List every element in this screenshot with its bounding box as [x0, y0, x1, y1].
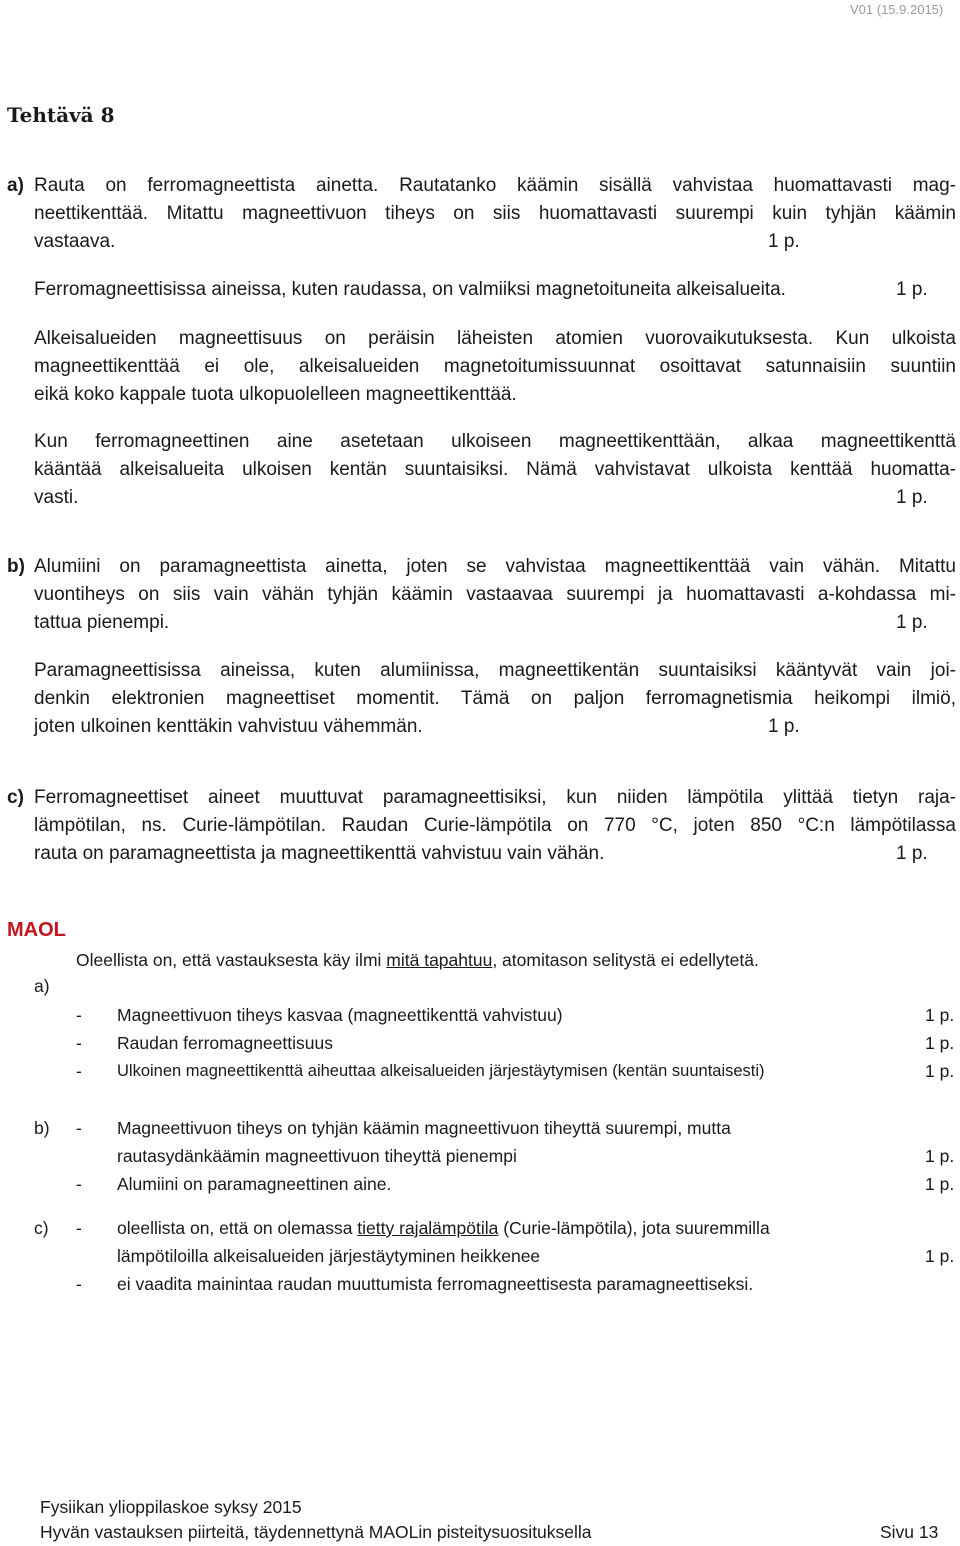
maol-b-item1-dash: -	[76, 1118, 82, 1138]
maol-c-label: c)	[34, 1218, 49, 1238]
version-stamp: V01 (15.9.2015)	[850, 2, 944, 17]
part-b-p2-line2: denkin elektronien magneettiset momentit. Tämä on paljon ferromagnetismia heikompi ilmiö,	[34, 688, 956, 709]
part-b-p1-line3: tattua pienempi.	[34, 612, 170, 633]
maol-c-item1-points: 1 p.	[925, 1246, 955, 1266]
maol-intro-post: , atomitason selitystä ei edellytetä.	[492, 950, 759, 970]
part-c-label: c)	[7, 787, 24, 808]
part-b-p2-line1: Paramagneettisissa aineissa, kuten alumiinissa, magneettikentän suuntaisiksi kääntyvät vain joi-	[34, 660, 956, 681]
part-a-p4-points: 1 p.	[896, 487, 928, 508]
maol-c-item1-emphasis: tietty rajalämpötila	[357, 1218, 499, 1238]
maol-a-item3-dash: -	[76, 1061, 82, 1081]
part-b-p1-line2: vuontiheys on siis vain vähän tyhjän käämin vastaavaa suurempi ja huomattavasti a-kohdassa mi-	[34, 584, 956, 605]
part-a-p3-line2: magneettikenttää ei ole, alkeisalueiden magnetoitumissuunnat osoittavat satunnaisiin suuntiin	[34, 356, 956, 377]
maol-intro	[76, 946, 759, 974]
part-b-p1-line1: Alumiini on paramagneettista ainetta, joten se vahvistaa magneettikenttää vain vähän. Mitattu	[34, 556, 956, 577]
part-c-line2: lämpötilan, ns. Curie-lämpötilan. Raudan Curie-lämpötila on 770 °C, joten 850 °C:n lämpötilassa	[34, 815, 956, 836]
part-b-label: b)	[7, 556, 25, 577]
part-a-p1-line1: Rauta on ferromagneettista ainetta. Rautatanko käämin sisällä vahvistaa huomattavasti mag-	[34, 175, 956, 196]
maol-c-item1-line1	[117, 1214, 770, 1242]
maol-c-item1-dash: -	[76, 1218, 82, 1238]
part-a-p1-line2: neettikenttää. Mitattu magneettivuon tiheys on siis huomattavasti suurempi kuin tyhjän käämin	[34, 203, 956, 224]
part-a-p3-line3: eikä koko kappale tuota ulkopuolelleen magneettikenttää.	[34, 384, 517, 405]
maol-b-item2-points: 1 p.	[925, 1174, 955, 1194]
maol-intro-pre: Oleellista on, että vastauksesta käy ilmi	[76, 950, 387, 970]
maol-c-item2-dash: -	[76, 1274, 82, 1294]
part-a-p4-line1: Kun ferromagneettinen aine asetetaan ulkoiseen magneettikenttään, alkaa magneettikenttä	[34, 431, 956, 452]
part-c-line1: Ferromagneettiset aineet muuttuvat paramagneettisiksi, kun niiden lämpötila ylittää tietyn raja-	[34, 787, 956, 808]
maol-a-label: a)	[34, 976, 50, 996]
maol-b-label: b)	[34, 1118, 50, 1138]
maol-a-item3-text: Ulkoinen magneettikenttä aiheuttaa alkeisalueiden järjestäytymisen (kentän suuntaisesti)	[117, 1062, 765, 1080]
maol-a-item2-text: Raudan ferromagneettisuus	[117, 1033, 333, 1053]
part-a-label: a)	[7, 175, 24, 196]
part-a-p4-line3: vasti.	[34, 487, 79, 508]
maol-c-item2-text: ei vaadita mainintaa raudan muuttumista ferromagneettisesta paramagneettiseksi.	[117, 1274, 754, 1294]
task-heading: Tehtävä 8	[7, 103, 115, 127]
maol-a-item2-points: 1 p.	[925, 1033, 955, 1053]
footer-title: Fysiikan ylioppilaskoe syksy 2015	[40, 1497, 302, 1517]
maol-b-item2-dash: -	[76, 1174, 82, 1194]
maol-intro-emphasis: mitä tapahtuu	[386, 950, 493, 970]
maol-b-item1-points: 1 p.	[925, 1146, 955, 1166]
maol-b-item1-line2: rautasydänkäämin magneettivuon tiheyttä pienempi	[117, 1146, 517, 1166]
maol-a-item1-dash: -	[76, 1005, 82, 1025]
maol-c-item1-pre: oleellista on, että on olemassa	[117, 1218, 358, 1238]
maol-c-item1-line2: lämpötiloilla alkeisalueiden järjestäytyminen heikkenee	[117, 1246, 541, 1266]
part-a-p2-points: 1 p.	[896, 279, 928, 300]
part-a-p3-line1: Alkeisalueiden magneettisuus on peräisin läheisten atomien vuorovaikutuksesta. Kun ulkoista	[34, 328, 956, 349]
maol-a-item3-points: 1 p.	[925, 1061, 955, 1081]
part-b-p2-points: 1 p.	[768, 716, 800, 737]
part-c-line3: rauta on paramagneettista ja magneettikenttä vahvistuu vain vähän.	[34, 843, 605, 864]
part-b-p1-points: 1 p.	[896, 612, 928, 633]
part-a-p1-points: 1 p.	[768, 231, 800, 252]
maol-a-item2-dash: -	[76, 1033, 82, 1053]
part-c-points: 1 p.	[896, 843, 928, 864]
part-a-p2: Ferromagneettisissa aineissa, kuten raudassa, on valmiiksi magnetoituneita alkeisalueita.	[34, 279, 786, 300]
part-a-p1-line3: vastaava.	[34, 231, 116, 252]
maol-a-item1-text: Magneettivuon tiheys kasvaa (magneettikenttä vahvistuu)	[117, 1005, 563, 1025]
maol-a-item1-points: 1 p.	[925, 1005, 955, 1025]
maol-b-item1-line1: Magneettivuon tiheys on tyhjän käämin magneettivuon tiheyttä suurempi, mutta	[117, 1118, 731, 1138]
maol-c-item1-post: (Curie-lämpötila), jota suuremmilla	[498, 1218, 770, 1238]
maol-b-item2-text: Alumiini on paramagneettinen aine.	[117, 1174, 392, 1194]
footer-page-number: Sivu 13	[880, 1522, 939, 1542]
part-a-p4-line2: kääntää alkeisalueita ulkoisen kentän suuntaisiksi. Nämä vahvistavat ulkoista kenttää huomatta-	[34, 459, 956, 480]
footer-subtitle: Hyvän vastauksen piirteitä, täydennettynä MAOLin pisteitysuosituksella	[40, 1522, 592, 1542]
part-b-p2-line3: joten ulkoinen kenttäkin vahvistuu vähemmän.	[34, 716, 423, 737]
maol-title: MAOL	[7, 919, 66, 941]
